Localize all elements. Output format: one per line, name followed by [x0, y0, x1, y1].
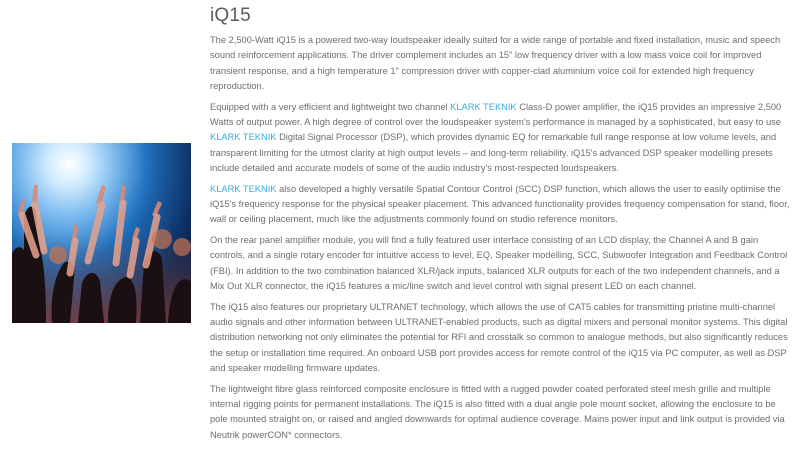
amplifier-text-a: Equipped with a very efficient and lightweight two channel: [210, 101, 451, 112]
concert-crowd-photo: [12, 143, 191, 323]
scc-paragraph: [210, 182, 792, 228]
product-description: [210, 4, 792, 448]
enclosure-text: The lightweight fibre glass reinforced composite enclosure is fitted with a rugged powder coated perforated steel mesh grille and multiple internal rigging points for permanent installations. The iQ15 is also fitted with a dual angle pole mount socket, allowing the enclosure to be pole mounted straight on, or raised and angled downwards for optimal audience coverage. Mains power input and link output is provided via Neutrik powerCON* connectors.: [210, 383, 785, 440]
ultranet-text: The iQ15 also features our proprietary ULTRANET technology, which allows the use of CAT5 cables for transmitting pristine multi-channel audio signals and other information between ULTRANET-enabled products, such as digital mixers and personal monitor systems. This digital distribution networking not only eliminates the potential for RFI and crosstalk so common to analogue methods, but also significantly reduces the setup or installation time required. An onboard USB port provides access for remote control of the iQ15 via PC computer, as well as DSP and speaker modelling firmware updates.: [210, 301, 788, 374]
rear-panel-text: On the rear panel amplifier module, you will find a fully featured user interface consisting of an LCD display, the Channel A and B gain controls, and a single rotary encoder for intuitive access to level, EQ, Speaker modelling, SCC, Subwoofer Integration and Feedback Control (FBI). In addition to the two combination balanced XLR/jack inputs, balanced XLR outputs for each of the two independent channels, and a Mix Out XLR connector, the iQ15 features a mic/line switch and level control with signal present LED on each channel.: [210, 234, 788, 292]
amplifier-text-c: Digital Signal Processor (DSP), which provides dynamic EQ for remarkable full range response at low volume levels, and transparent limiting for the utmost clarity at high output levels – and long-term reliability. iQ15's advanced DSP speaker modelling presets include detailed and accurate models of some of the audio industry's most-respected loudspeakers.: [210, 132, 777, 174]
page-title: iQ15: [210, 5, 251, 26]
amplifier-paragraph: [210, 100, 792, 177]
brand-link[interactable]: KLARK TEKNIK: [210, 132, 277, 143]
crowd-silhouette: [12, 143, 191, 323]
enclosure-paragraph: [210, 382, 792, 444]
intro-paragraph: [210, 33, 792, 95]
brand-link[interactable]: KLARK TEKNIK: [450, 101, 517, 112]
ultranet-paragraph: [210, 300, 792, 377]
intro-text: The 2,500-Watt iQ15 is a powered two-way loudspeaker ideally suited for a wide range of portable and fixed installation, music and speech sound reinforcement applications. The driver complement includes an 15" low frequency driver with a low mass voice coil for improved transient response, and a high temperature 1" compression driver with copper-clad aluminium voice coil for extended high frequency reproduction.: [210, 35, 781, 92]
rear-panel-paragraph: [210, 233, 792, 295]
brand-link[interactable]: KLARK TEKNIK: [210, 183, 277, 194]
scc-text: also developed a highly versatile Spatial Contour Control (SCC) DSP function, which allows the user to easily optimise the iQ15's frequency response for the physical speaker placement. This advanced functionality provides frequency compensation for stand, floor, wall or ceiling placement, much like the adjustments commonly found on studio reference monitors.: [210, 183, 790, 225]
amplifier-text-b: Class-D power amplifier, the iQ15 provides an impressive 2,500 Watts of output power. A high degree of control over the loudspeaker system's performance is managed by a sophisticated, but easy to use: [210, 101, 782, 128]
